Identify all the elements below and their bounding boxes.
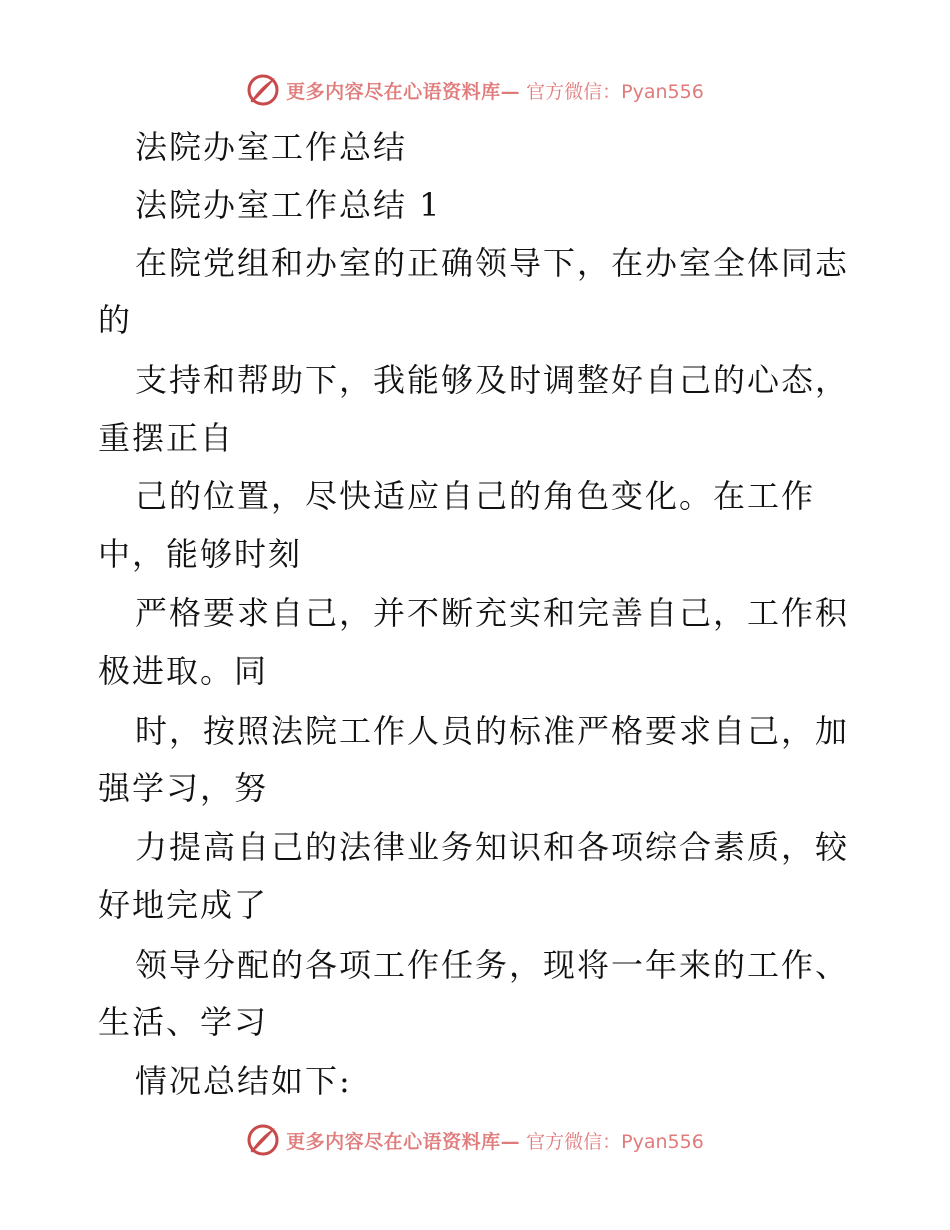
body-line: 情况总结如下: [135,1062,352,1100]
section-heading: 法院办室工作总结 1 [135,186,442,224]
body-line: 领导分配的各项工作任务，现将一年来的工作、 [135,946,850,984]
quill-seal-icon [246,1123,280,1157]
body-line: 的 [98,301,133,339]
body-line: 好地完成了 [98,886,269,924]
body-line: 生活、学习 [98,1003,269,1041]
watermark-contact-text: 官方微信：Pyan556 [526,80,704,103]
body-line: 支持和帮助下，我能够及时调整好自己的心态， [135,361,850,399]
body-line: 极进取。同 [98,652,269,690]
body-line: 时，按照法院工作人员的标准严格要求自己，加 [135,712,850,750]
body-line: 己的位置，尽快适应自己的角色变化。在工作 [135,477,816,515]
document-title: 法院办室工作总结 [135,128,408,166]
body-line: 力提高自己的法律业务知识和各项综合素质，较 [135,828,850,866]
body-line: 严格要求自己，并不断充实和完善自己，工作积 [135,594,850,632]
body-line: 强学习，努 [98,769,269,807]
body-line: 重摆正自 [98,419,235,457]
footer-watermark [0,1120,950,1160]
body-line: 中，能够时刻 [98,535,303,573]
watermark-contact-text: 官方微信：Pyan556 [526,1130,704,1153]
quill-seal-icon [246,73,280,107]
header-watermark [0,70,950,110]
body-line: 在院党组和办室的正确领导下，在办室全体同志 [135,244,850,282]
watermark-main-text: 更多内容尽在心语资料库— [286,80,521,103]
watermark-main-text: 更多内容尽在心语资料库— [286,1130,521,1153]
